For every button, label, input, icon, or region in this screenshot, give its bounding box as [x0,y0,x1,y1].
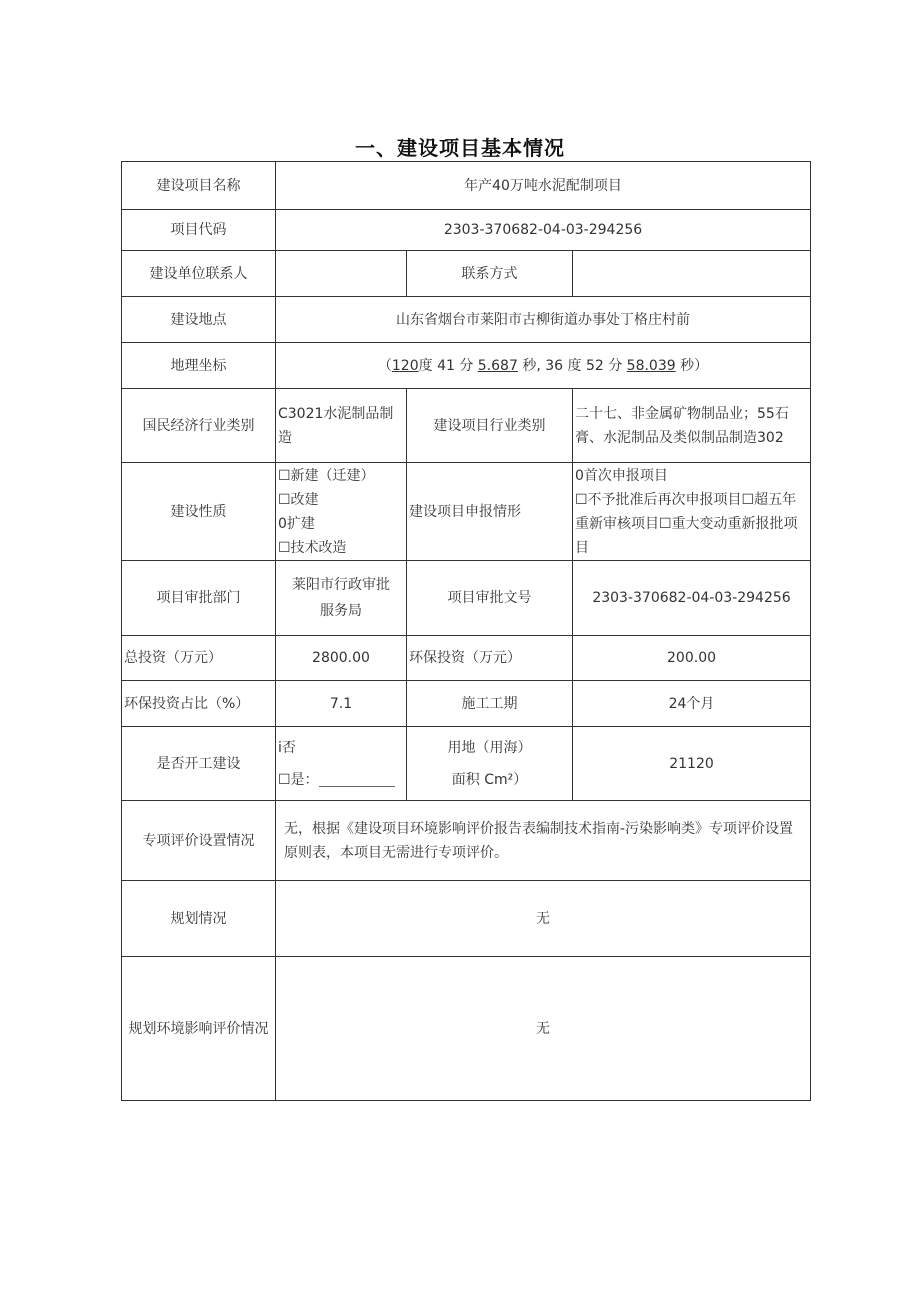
value-approval-dept: 莱阳市行政审批 服务局 [276,561,407,636]
option-first-report: 0首次申报项目 [575,467,668,484]
option-no: i否 [278,739,296,756]
label-approval-doc: 项目审批文号 [407,561,573,636]
value-project-code: 2303-370682-04-03-294256 [276,210,811,251]
table-row [122,297,811,343]
value-project-industry: 二十七、非金属矿物制品业；55石膏、水泥制品及类似制品制造302 [573,389,811,463]
value-total-investment: 2800.00 [276,636,407,681]
table-row [122,957,811,1101]
label-contact: 建设单位联系人 [122,251,276,297]
longitude-degrees: 120 [391,357,419,374]
label-project-name: 建设项目名称 [122,162,276,210]
blank-line [319,772,395,787]
value-project-name: 年产40万吨水泥配制项目 [276,162,811,210]
value-approval-doc: 2303-370682-04-03-294256 [573,561,811,636]
label-coordinates: 地理坐标 [122,343,276,389]
value-started-options [276,727,407,801]
value-contact-method [573,251,811,297]
label-contact-method: 联系方式 [407,251,573,297]
value-report-type [573,463,811,561]
option-new-build: ☐新建（迁建） [278,467,375,484]
table-row [122,561,811,636]
label-project-code: 项目代码 [122,210,276,251]
value-contact [276,251,407,297]
table-row [122,389,811,463]
table-row [122,727,811,801]
value-location: 山东省烟台市莱阳市古柳街道办事处丁格庄村前 [276,297,811,343]
option-tech-upgrade: ☐技术改造 [278,539,347,556]
label-approval-dept: 项目审批部门 [122,561,276,636]
value-planning-eia: 无 [276,957,811,1101]
value-planning: 无 [276,881,811,957]
page-title: 一、建设项目基本情况 [355,136,565,160]
value-special-eval: 无，根据《建设项目环境影响评价报告表编制技术指南-污染影响类》专项评价设置原则表，本项目无需进行专项评价。 [276,801,811,881]
label-started: 是否开工建设 [122,727,276,801]
longitude-seconds: 5.687 [477,357,518,374]
label-report-type: 建设项目申报情形 [407,463,573,561]
value-construction-period: 24个月 [573,681,811,727]
label-total-investment: 总投资（万元） [122,636,276,681]
label-planning: 规划情况 [122,881,276,957]
value-nature-options [276,463,407,561]
value-env-ratio: 7.1 [276,681,407,727]
value-coordinates: （120度 41 分 5.687 秒, 36 度 52 分 58.039 秒） [276,343,811,389]
option-expand: 0扩建 [278,515,315,532]
label-nature: 建设性质 [122,463,276,561]
project-info-table [121,161,811,1101]
table-row [122,801,811,881]
table-row [122,251,811,297]
value-env-investment: 200.00 [573,636,811,681]
table-row [122,463,811,561]
label-industry: 国民经济行业类别 [122,389,276,463]
label-land-area: 用地（用海） 面积 Cm²） [407,727,573,801]
label-location: 建设地点 [122,297,276,343]
value-land-area: 21120 [573,727,811,801]
label-env-investment: 环保投资（万元） [407,636,573,681]
label-project-industry: 建设项目行业类别 [407,389,573,463]
latitude-seconds: 58.039 [626,357,676,374]
table-row [122,636,811,681]
label-env-ratio: 环保投资占比（%） [122,681,276,727]
option-other-reports: ☐不予批准后再次申报项目☐超五年重新审核项目☐重大变动重新报批项目 [575,491,798,556]
option-yes: ☐是： [278,769,404,791]
label-construction-period: 施工工期 [407,681,573,727]
table-row [122,162,811,210]
table-row [122,343,811,389]
value-industry: C3021水泥制品制造 [276,389,407,463]
table-row [122,210,811,251]
label-special-eval: 专项评价设置情况 [122,801,276,881]
option-rebuild: ☐改建 [278,491,319,508]
table-row [122,881,811,957]
table-row [122,681,811,727]
label-planning-eia: 规划环境影响评价情况 [122,957,276,1101]
